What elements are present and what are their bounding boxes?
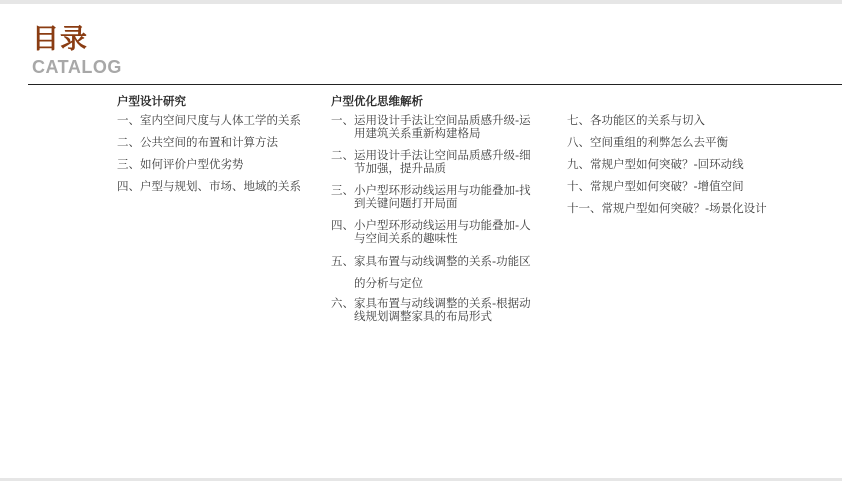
catalog-item[interactable] [567,180,797,193]
item-number: 十一、 [567,201,602,215]
page-subtitle: CATALOG [32,57,122,77]
item-text: 如何评价户型优劣势 [140,157,244,171]
item-number: 七、 [567,113,590,127]
header-divider [28,84,842,85]
item-text: 户型与规划、市场、地域的关系 [140,179,301,193]
catalog-item[interactable] [567,136,797,149]
catalog-item[interactable] [331,297,536,323]
catalog-item[interactable] [331,149,536,175]
item-number: 八、 [567,135,590,149]
catalog-item[interactable] [117,114,317,127]
catalog-list [117,114,317,193]
top-border [0,0,842,4]
item-text: 常规户型如何突破？-场景化设计 [601,201,767,215]
item-number: 九、 [567,157,590,171]
item-text: 小户型环形动线运用与功能叠加-找到关键问题打开局面 [354,183,531,210]
item-number: 一、 [331,113,354,127]
catalog-item[interactable] [567,114,797,127]
catalog-list [331,114,536,323]
item-text: 运用设计手法让空间品质感升级-细节加强，提升品质 [354,148,531,175]
item-text: 小户型环形动线运用与功能叠加-人与空间关系的趣味性 [354,218,531,245]
item-number: 十、 [567,179,590,193]
catalog-column-2 [331,92,536,332]
item-text: 家具布置与动线调整的关系-根据动线规划调整家具的布局形式 [354,296,531,323]
item-number: 五、 [331,254,354,268]
column-heading: 户型优化思维解析 [331,94,423,108]
catalog-column-1 [117,92,317,202]
item-text: 空间重组的利弊怎么去平衡 [590,135,728,149]
item-text: 室内空间尺度与人体工学的关系 [140,113,301,127]
item-text: 家具布置与动线调整的关系-功能区的分析与定位 [354,254,531,290]
item-text: 常规户型如何突破？-增值空间 [590,179,744,193]
item-number: 一、 [117,113,140,127]
catalog-item[interactable] [117,180,317,193]
item-text: 运用设计手法让空间品质感升级-运用建筑关系重新构建格局 [354,113,531,140]
catalog-item[interactable] [567,158,797,171]
item-number: 四、 [331,218,354,232]
catalog-item[interactable] [331,219,536,245]
catalog-item[interactable] [331,184,536,210]
item-number: 四、 [117,179,140,193]
catalog-list [567,114,797,215]
catalog-column-3 [567,114,797,224]
column-heading: 户型设计研究 [117,94,186,108]
item-number: 三、 [117,157,140,171]
item-text: 常规户型如何突破？-回环动线 [590,157,744,171]
catalog-item[interactable] [331,250,536,294]
catalog-item[interactable] [117,158,317,171]
item-number: 二、 [117,135,140,149]
item-text: 公共空间的布置和计算方法 [140,135,278,149]
item-number: 三、 [331,183,354,197]
item-number: 二、 [331,148,354,162]
catalog-item[interactable] [331,114,536,140]
catalog-item[interactable] [567,202,797,215]
page-title: 目录 [32,24,88,55]
item-text: 各功能区的关系与切入 [590,113,705,127]
item-number: 六、 [331,296,354,310]
catalog-item[interactable] [117,136,317,149]
